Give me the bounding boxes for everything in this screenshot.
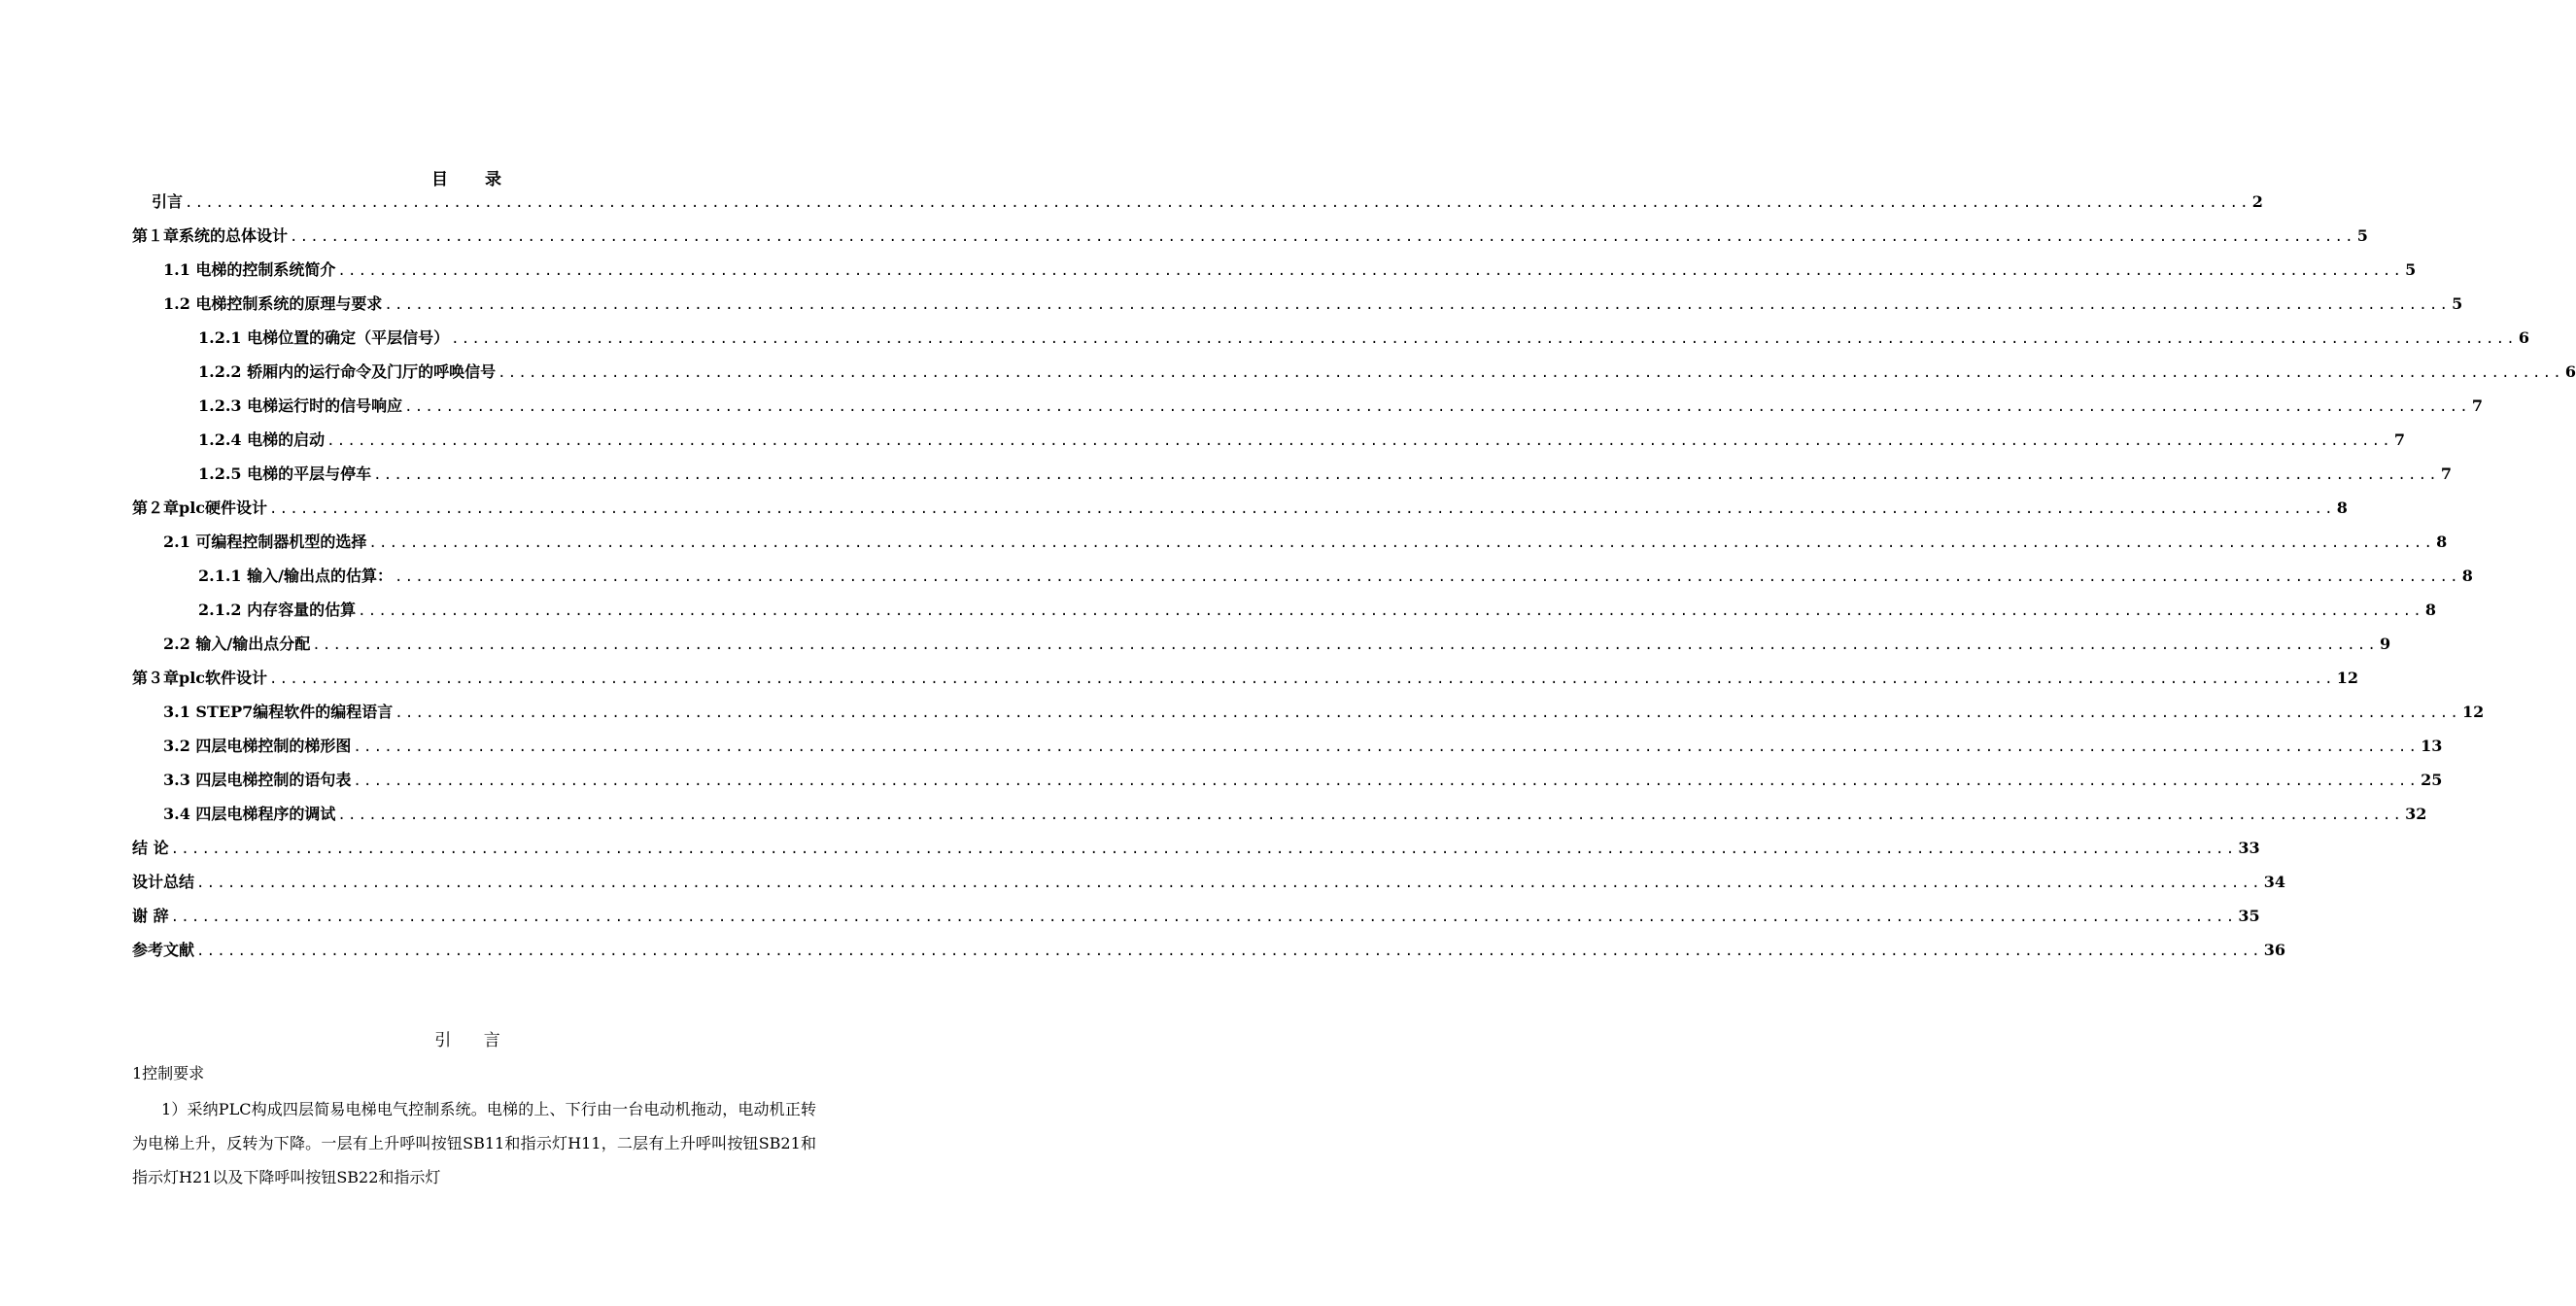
toc-entry[interactable] [132,904,2260,933]
toc-dot-leader: ........................................................................................................................................................................................................ [185,195,2250,211]
toc-entry-label: 2.1 可编程控制器机型的选择 [163,533,367,551]
toc-entry-label: 1.2.1 电梯位置的确定（平层信号） [198,328,450,347]
toc-dot-leader: ........................................................................................................................................................................................................ [196,876,2262,891]
toc-entry-page-number: 7 [2393,430,2406,449]
toc-entry-label: 第３章plc软件设计 [132,669,268,687]
toc-dot-leader: ........................................................................................................................................................................................................ [358,603,2423,619]
toc-entry-page-number: 33 [2238,839,2260,857]
toc-entry[interactable] [198,326,2530,355]
toc-entry[interactable] [163,292,2463,321]
toc-entry-page-number: 35 [2238,907,2260,925]
section-subheading: 1控制要求 [132,1064,205,1083]
toc-dot-leader: ........................................................................................................................................................................................................ [312,637,2379,653]
toc-entry-label: 1.1 电梯的控制系统简介 [163,260,336,279]
toc-dot-leader: ........................................................................................................................................................................................................ [384,297,2451,313]
toc-entry-page-number: 5 [2356,226,2368,245]
toc-entry[interactable] [198,564,2473,593]
toc-dot-leader: ........................................................................................................................................................................................................ [498,365,2563,381]
toc-entry[interactable] [163,258,2417,287]
toc-entry-label: 参考文献 [132,941,195,959]
toc-entry-label: 1.2.5 电梯的平层与停车 [198,464,372,483]
toc-entry-label: 结 论 [132,839,169,857]
toc-title: 目 录 [431,170,517,189]
toc-entry-page-number: 6 [2564,362,2576,381]
toc-dot-leader: ........................................................................................................................................................................................................ [196,944,2262,959]
toc-entry-page-number: 7 [2440,464,2453,483]
toc-entry-page-number: 8 [2461,567,2473,585]
toc-entry[interactable] [198,462,2453,491]
toc-entry-label: 第２章plc硬件设计 [132,498,268,517]
toc-entry-label: 1.2 电梯控制系统的原理与要求 [163,294,383,313]
toc-entry-page-number: 6 [2518,328,2530,347]
toc-dot-leader: ........................................................................................................................................................................................................ [404,399,2470,415]
toc-entry-page-number: 12 [2336,669,2359,687]
toc-entry[interactable] [198,360,2576,389]
toc-entry-label: 设计总结 [132,873,195,891]
toc-entry-page-number: 8 [2424,601,2437,619]
toc-dot-leader: ........................................................................................................................................................................................................ [353,773,2420,789]
toc-entry[interactable] [152,189,2263,219]
toc-dot-leader: ........................................................................................................................................................................................................ [326,433,2392,449]
toc-entry-label: 3.3 四层电梯控制的语句表 [163,771,352,789]
toc-dot-leader: ........................................................................................................................................................................................................ [451,331,2517,347]
toc-entry-label: 引言 [152,192,184,211]
toc-entry-label: 2.2 输入/输出点分配 [163,635,311,653]
toc-dot-leader: ........................................................................................................................................................................................................ [269,501,2335,517]
toc-dot-leader: ........................................................................................................................................................................................................ [373,467,2439,483]
toc-entry[interactable] [198,598,2437,627]
toc-entry-page-number: 7 [2471,396,2484,415]
toc-entry[interactable] [132,666,2359,695]
body-paragraph: 1）采纳PLC构成四层简易电梯电气控制系统。电梯的上、下行由一台电动机拖动，电动机正转为电梯上升，反转为下降。一层有上升呼叫按钮SB11和指示灯H11，二层有上升呼叫按钮SB21和指示灯H21以及下降呼叫按钮SB22和指示灯 [132,1100,816,1186]
toc-entry-label: 1.2.4 电梯的启动 [198,430,326,449]
toc-entry[interactable] [163,768,2443,797]
toc-entry[interactable] [198,428,2406,457]
toc-entry-page-number: 8 [2336,498,2348,517]
toc-entry-page-number: 8 [2436,533,2448,551]
toc-entry[interactable] [132,836,2260,865]
toc-entry-label: 第１章系统的总体设计 [132,226,289,245]
toc-entry-page-number: 5 [2452,294,2463,313]
toc-entry-page-number: 32 [2405,805,2427,823]
toc-entry-label: 1.2.3 电梯运行时的信号响应 [198,396,403,415]
toc-entry-page-number: 34 [2263,873,2286,891]
toc-entry-page-number: 5 [2405,260,2417,279]
toc-entry[interactable] [163,632,2391,661]
toc-dot-leader: ........................................................................................................................................................................................................ [337,808,2404,823]
toc-entry[interactable] [163,734,2443,763]
toc-entry-label: 3.4 四层电梯程序的调试 [163,805,336,823]
toc-entry[interactable] [163,530,2448,559]
toc-entry[interactable] [198,394,2484,423]
toc-entry-page-number: 12 [2461,703,2485,721]
toc-dot-leader: ........................................................................................................................................................................................................ [394,569,2460,585]
toc-entry[interactable] [132,870,2286,899]
toc-entry[interactable] [163,700,2485,729]
toc-entry-page-number: 9 [2380,635,2391,653]
section-title: 引 言 [434,1031,514,1050]
toc-dot-leader: ........................................................................................................................................................................................................ [337,263,2404,279]
toc-entry[interactable] [163,802,2427,831]
toc-entry[interactable] [132,496,2348,525]
toc-entry-label: 3.2 四层电梯控制的梯形图 [163,737,352,755]
toc-dot-leader: ........................................................................................................................................................................................................ [290,229,2355,245]
toc-entry-label: 谢 辞 [132,907,169,925]
toc-entry[interactable] [132,223,2368,253]
toc-entry-label: 2.1.1 输入/输出点的估算： [198,567,393,585]
toc-entry-label: 2.1.2 内存容量的估算 [198,601,357,619]
toc-entry-page-number: 36 [2263,941,2286,959]
toc-entry-page-number: 2 [2251,192,2263,211]
toc-dot-leader: ........................................................................................................................................................................................................ [170,842,2237,857]
toc-entry[interactable] [132,938,2286,967]
toc-entry-page-number: 25 [2421,771,2443,789]
toc-dot-leader: ........................................................................................................................................................................................................ [368,535,2435,551]
toc-dot-leader: ........................................................................................................................................................................................................ [269,671,2335,687]
toc-dot-leader: ........................................................................................................................................................................................................ [395,705,2460,721]
toc-dot-leader: ........................................................................................................................................................................................................ [353,739,2420,755]
toc-dot-leader: ........................................................................................................................................................................................................ [170,910,2237,925]
toc-entry-page-number: 13 [2421,737,2443,755]
toc-entry-label: 3.1 STEP7编程软件的编程语言 [163,703,394,721]
toc-entry-label: 1.2.2 轿厢内的运行命令及门厅的呼唤信号 [198,362,497,381]
